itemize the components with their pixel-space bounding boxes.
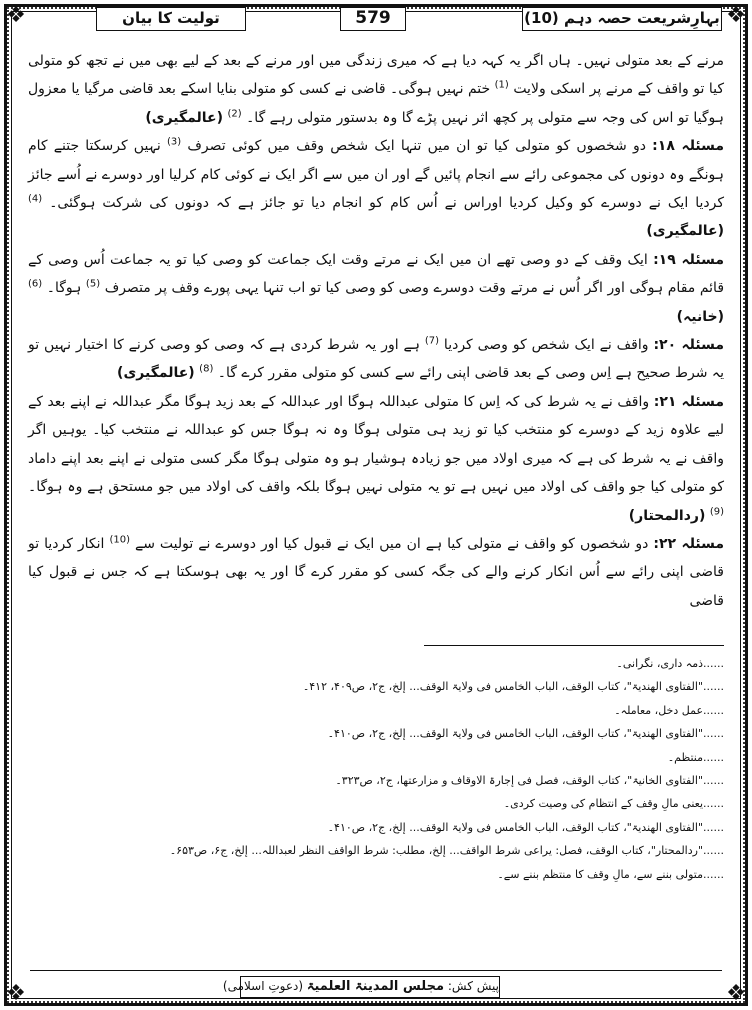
footnote-leader: ......	[703, 727, 724, 741]
paragraph-text: ہوگا۔	[46, 280, 82, 297]
footnote-item	[28, 769, 724, 792]
source-citation: (عالمگیری)	[646, 223, 724, 240]
footnote-text: "الفتاوی الخانیۃ"، کتاب الوقف، فصل فی إجارۃ الاوقاف و مزارعتھا، ج۲، ص۳۲۳۔	[335, 773, 704, 787]
footnote-leader: ......	[703, 797, 724, 811]
masala-heading: مسئلہ ۲۰:	[653, 337, 725, 354]
footnote-ref: (10)	[109, 534, 130, 546]
footnote-item	[28, 699, 724, 722]
paragraph-text: نہیں کرسکتا جتنے کام ہونگے وہ دونوں کی مجموعی رائے سے انجام پائیں گے اور ان میں سے اگر ایک نے کوئی کام کرلیا اور دوسرے نے اُسے جائز کردیا ایک نے دوسرے کو وکیل کردیا اوراس نے اُس کام کو انجام دیا تو جائز ہے کہ دونوں کی شرکت ہوگئی۔	[28, 138, 724, 212]
masala-heading: مسئلہ ۲۱:	[653, 393, 725, 410]
paragraph-text: انکار کردیا تو قاضی اپنی رائے سے اُس انکار کرنے والے کی جگہ کسی کو مقرر کرے گا اور یہ بھی ہوسکتا ہے کہ جس نے قبول کیا قاضی	[28, 535, 724, 609]
paragraph-text: دو شخصوں کو متولی کیا تو ان میں تنہا ایک شخص وقف میں کوئی تصرف	[187, 138, 646, 155]
publisher-footer	[222, 976, 500, 998]
footnote-item	[28, 746, 724, 769]
paragraph	[28, 331, 724, 388]
paragraph-text: ختم نہیں ہوگی۔ قاضی نے کسی کو متولی بنایا اسکے بعد قاضی مرگیا یا معزول ہوگیا تو اس کی وجہ سے متولی پر کچھ اثر نہیں پڑے گا وہ بدستور متولی رہے گا۔	[28, 81, 724, 126]
paragraph	[28, 530, 724, 615]
paragraph-text: دو شخصوں کو واقف نے متولی کیا ہے ان میں ایک نے قبول کیا اور دوسرے نے تولیت سے	[134, 535, 649, 552]
corner-ornament-icon: ❖	[6, 3, 26, 28]
page-number: 579	[340, 7, 406, 31]
footnote-ref: (9)	[709, 505, 724, 517]
footnote-text: منتظم۔	[667, 750, 704, 764]
footnote-item	[28, 839, 724, 862]
footnote-item	[28, 722, 724, 745]
publisher-name: مجلس المدینۃ العلمیۃ	[306, 979, 445, 994]
footnote-ref: (2)	[227, 108, 242, 120]
footnote-ref: (1)	[494, 79, 509, 91]
topic-title: تولیت کا بیان	[96, 7, 246, 31]
footer-separator	[30, 970, 722, 971]
footnote-leader: ......	[703, 773, 724, 787]
footnote-text: ذمہ داری، نگرانی۔	[616, 657, 704, 670]
footnote-text: "الفتاوی الھندیۃ"، کتاب الوقف، الباب الخامس فی ولایۃ الوقف... إلخ، ج۲، ص۴۱۰۔	[327, 727, 704, 741]
corner-ornament-icon: ❖	[726, 3, 746, 28]
footnote-ref: (5)	[85, 278, 101, 290]
source-citation: (خانیہ)	[676, 308, 724, 325]
footnote-item	[28, 792, 724, 815]
paragraph	[28, 132, 724, 246]
footnote-text: یعنی مالِ وقف کے انتظام کی وصیت کردی۔	[503, 797, 704, 811]
paragraph-text: مرنے کے بعد متولی نہیں۔ ہاں اگر یہ کہہ دیا ہے کہ میری زندگی میں اور مرنے کے بعد کے لیے بھی میں نے تجھ کو متولی کیا تو واقف کے مرنے پر اسکی ولایت	[28, 53, 725, 98]
footnote-ref: (4)	[28, 193, 43, 205]
paragraph	[28, 388, 724, 530]
source-citation: (عالمگیری)	[117, 365, 195, 382]
footnotes	[28, 652, 724, 886]
paragraph-text: واقف نے یہ شرط کی کہ اِس کا متولی عبداللہ ہوگا اور عبداللہ کے بعد زید ہوگا مگر عبداللہ نے اپنے بعد کے لیے علاوہ زید کے دوسرے کو منتخب کیا تو زید ہی متولی ہوگا وہ نہ ہوگا جس کو عبداللہ نے منتخب کیا۔ یوہیں اگر واقف نے یہ شرط کی ہے کہ میری اولاد میں جو زیادہ ہوشیار ہو وہ متولی ہوگا مگر کسی متولی نے اپنے بعد اپنے داماد کو متولی کیا جو واقف کی اولاد میں نہیں ہے تو یہ متولی نہیں ہوگا بلکہ واقف کی اولاد میں جو مستحق ہے وہ ہوگا۔	[28, 393, 724, 496]
source-citation: (ردالمحتار)	[628, 507, 706, 524]
page-header	[30, 7, 722, 33]
footnote-text: "الفتاوی الھندیۃ"، کتاب الوقف، الباب الخامس فی ولایۃ الوقف... إلخ، ج۲، ص۴۰۹، ۴۱۲۔	[302, 680, 704, 694]
footnote-text: "الفتاوی الھندیۃ"، کتاب الوقف، الباب الخامس فی ولایۃ الوقف... إلخ، ج۲، ص۴۱۰۔	[327, 820, 704, 834]
footnote-ref: (7)	[424, 335, 440, 347]
organization-name: (دعوتِ اسلامی)	[222, 979, 304, 993]
paragraph-text: ایک وقف کے دو وصی تھے ان میں ایک نے مرتے وقت ایک جماعت کو وصی کیا تو یہ جماعت اُس وصی کے قائم مقام ہوگی اور اگر اُس نے مرتے وقت دوسرے وصی کو وصی کیا تو اب تنہا یہی پورے وقف پر متصرف	[28, 251, 725, 297]
footnote-leader: ......	[703, 820, 724, 834]
corner-ornament-icon: ❖	[6, 981, 26, 1006]
book-title: بہارِشریعت حصہ دہم (10)	[522, 7, 722, 31]
paragraph	[28, 47, 724, 132]
paragraph-text: ہے اور یہ شرط کردی ہے کہ وصی کو وصی کرنے کا اختیار نہیں تو یہ شرط صحیح ہے اِس وصی کے بعد قاضی اپنی رائے سے کسی کو متولی مقرر کرے گا۔	[28, 337, 724, 382]
footnote-item	[28, 816, 724, 839]
footnote-leader: ......	[703, 680, 724, 694]
footnote-leader: ......	[703, 844, 724, 858]
footnote-leader: ......	[703, 867, 724, 881]
footnote-leader: ......	[703, 703, 724, 717]
footnote-text: "ردالمحتار"، کتاب الوقف، فصل: یراعی شرط الواقف... إلخ، مطلب: شرط الواقف النظر لعبداللہ... إلخ، ج۶، ص۶۵۳۔	[169, 844, 704, 858]
footnote-leader: ......	[703, 657, 724, 670]
footnote-text: متولی بننے سے، مالِ وقف کا منتظم بننے سے۔	[497, 867, 704, 881]
footnote-separator	[424, 645, 724, 646]
footnote-item	[28, 652, 724, 675]
footnote-ref: (6)	[28, 278, 43, 290]
main-text	[28, 47, 724, 615]
corner-ornament-icon: ❖	[726, 981, 746, 1006]
footnote-item	[28, 675, 724, 698]
footnote-item	[28, 863, 724, 886]
masala-heading: مسئلہ ۱۸:	[652, 138, 725, 155]
source-citation: (عالمگیری)	[145, 109, 223, 126]
footnote-ref: (8)	[199, 363, 214, 375]
footnote-ref: (3)	[167, 136, 182, 148]
footer-label: پیش کش:	[447, 979, 499, 993]
footnote-text: عمل دخل، معاملہ۔	[614, 703, 704, 717]
footnote-leader: ......	[703, 750, 724, 764]
paragraph	[28, 246, 724, 331]
masala-heading: مسئلہ ۱۹:	[653, 251, 725, 268]
paragraph-text: واقف نے ایک شخص کو وصی کردیا	[443, 337, 649, 354]
masala-heading: مسئلہ ۲۲:	[653, 535, 725, 552]
